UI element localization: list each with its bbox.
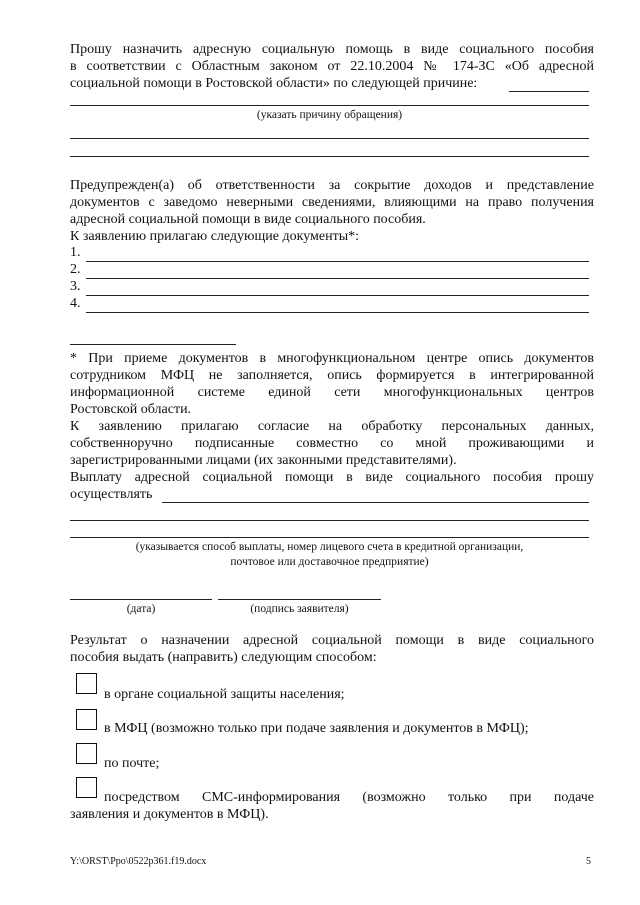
option-checkbox-social-protection[interactable] — [76, 673, 97, 694]
payment-field-inline[interactable] — [162, 502, 589, 503]
document-field-1[interactable] — [86, 261, 589, 262]
date-label: (дата) — [126, 603, 156, 615]
option-label-sms-line-2: заявления и документов в МФЦ). — [70, 807, 269, 822]
footer-file-path: Y:\ORST\Ppo\0522p361.f19.docx — [70, 856, 207, 867]
footnote-line-2: сотрудником МФЦ не заполняется, опись формируется в интегрированной — [70, 368, 594, 383]
document-number-2: 2. — [70, 262, 81, 277]
warning-line-2: документов с заведомо неверными сведениями, влияющими на право получения — [70, 195, 594, 210]
document-number-4: 4. — [70, 296, 81, 311]
footnote-line-1: * При приеме документов в многофункциональном центре опись документов — [70, 351, 594, 366]
result-line-2: пособия выдать (направить) следующим способом: — [70, 650, 377, 665]
reason-inline-field[interactable] — [509, 91, 589, 92]
option-label-social-protection: в органе социальной защиты населения; — [104, 687, 345, 702]
page-number: 5 — [586, 856, 591, 867]
warning-line-3: адресной социальной помощи в виде социального пособия. — [70, 212, 426, 227]
option-checkbox-mail[interactable] — [76, 743, 97, 764]
reason-field-line-1[interactable] — [70, 105, 589, 106]
result-line-1: Результат о назначении адресной социальной помощи в виде социального — [70, 633, 594, 648]
request-line-3: социальной помощи в Ростовской области» по следующей причине: — [70, 76, 478, 91]
signature-field[interactable] — [218, 599, 381, 600]
consent-line-2: собственноручно подписанные совместно со мной проживающими и — [70, 436, 594, 451]
option-label-mail: по почте; — [104, 756, 160, 771]
document-field-2[interactable] — [86, 278, 589, 279]
option-checkbox-sms[interactable] — [76, 777, 97, 798]
footnote-separator — [70, 344, 236, 345]
attach-heading: К заявлению прилагаю следующие документы*: — [70, 229, 360, 244]
document-field-3[interactable] — [86, 295, 589, 296]
request-line-1: Прошу назначить адресную социальную помощь в виде социального пособия — [70, 42, 594, 57]
footnote-line-4: Ростовской области. — [70, 402, 192, 417]
payment-line-1: Выплату адресной социальной помощи в виде социального пособия прошу — [70, 470, 594, 485]
signature-label: (подпись заявителя) — [250, 603, 349, 615]
payment-hint-2: почтовое или доставочное предприятие) — [230, 556, 429, 568]
date-field[interactable] — [70, 599, 212, 600]
payment-field-line-2[interactable] — [70, 520, 589, 521]
document-number-1: 1. — [70, 245, 81, 260]
option-checkbox-mfc[interactable] — [76, 709, 97, 730]
warning-line-1: Предупрежден(а) об ответственности за сокрытие доходов и представление — [70, 178, 594, 193]
reason-hint: (указать причину обращения) — [256, 109, 403, 121]
payment-field-line-3[interactable] — [70, 537, 589, 538]
consent-line-3: зарегистрированными лицами (их законными представителями). — [70, 453, 457, 468]
reason-field-line-3[interactable] — [70, 156, 589, 157]
footnote-line-3: информационной системе единой сети многофункциональных центров — [70, 385, 594, 400]
consent-line-1: К заявлению прилагаю согласие на обработку персональных данных, — [70, 419, 594, 434]
request-line-2: в соответствии с Областным законом от 22.10.2004 № 174-ЗС «Об адресной — [70, 59, 594, 74]
document-number-3: 3. — [70, 279, 81, 294]
option-label-mfc: в МФЦ (возможно только при подаче заявления и документов в МФЦ); — [104, 721, 529, 736]
option-label-sms-line-1: посредством СМС-информирования (возможно только при подаче — [104, 790, 594, 805]
reason-field-line-2[interactable] — [70, 138, 589, 139]
payment-hint-1: (указывается способ выплаты, номер лицевого счета в кредитной организации, — [135, 541, 524, 553]
payment-line-2: осуществлять — [70, 487, 153, 502]
document-field-4[interactable] — [86, 312, 589, 313]
